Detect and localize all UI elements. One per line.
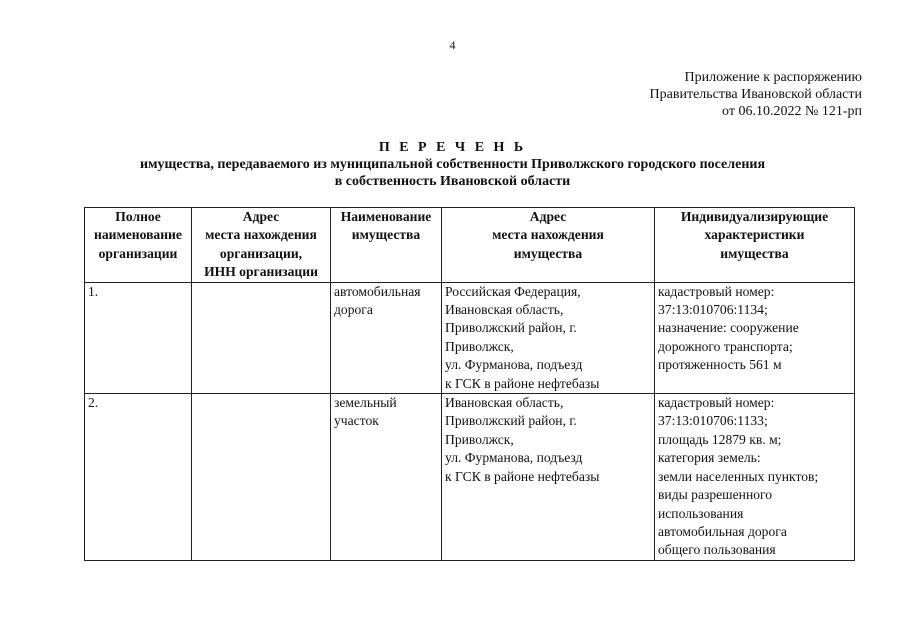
column-header-characteristics: Индивидуализирующие характеристики имущества: [655, 208, 855, 283]
table-row: [85, 394, 855, 561]
property-name-cell: земельный участок: [331, 394, 442, 561]
organization-address-cell: [192, 282, 331, 393]
document-title: [0, 139, 905, 190]
appendix-line: Правительства Ивановской области: [649, 87, 862, 102]
appendix-reference: [650, 69, 862, 120]
page-number: 4: [449, 38, 456, 52]
title-heading: П Е Р Е Ч Е Н Ь: [378, 140, 527, 155]
column-header-organization-address: Адрес места нахождения организации, ИНН организации: [192, 208, 331, 283]
property-address-cell: Ивановская область, Приволжский район, г. Приволжск, ул. Фурманова, подъезд к ГСК в районе нефтебазы: [442, 394, 655, 561]
appendix-line: от 06.10.2022 № 121-рп: [722, 104, 862, 119]
column-header-property-name: Наименование имущества: [331, 208, 442, 283]
characteristics-cell: кадастровый номер: 37:13:010706:1134; назначение: сооружение дорожного транспорта; протяженность 561 м: [655, 282, 855, 393]
property-address-cell: Российская Федерация, Ивановская область, Приволжский район, г. Приволжск, ул. Фурманова, подъезд к ГСК в районе нефтебазы: [442, 282, 655, 393]
column-header-organization-name: Полное наименование организации: [85, 208, 192, 283]
title-subtitle-line: имущества, передаваемого из муниципальной собственности Приволжского городского поселения: [139, 157, 766, 172]
property-name-cell: автомобильная дорога: [331, 282, 442, 393]
appendix-line: Приложение к распоряжению: [684, 70, 862, 85]
column-header-property-address: Адрес места нахождения имущества: [442, 208, 655, 283]
table-header-row: [85, 208, 855, 283]
title-subtitle-line: в собственность Ивановской области: [334, 174, 571, 189]
row-number: 2.: [85, 394, 192, 561]
property-table: [84, 207, 855, 561]
organization-address-cell: [192, 394, 331, 561]
table-row: [85, 282, 855, 393]
row-number: 1.: [85, 282, 192, 393]
characteristics-cell: кадастровый номер: 37:13:010706:1133; площадь 12879 кв. м; категория земель: земли населенных пунктов; виды разрешенного использования автомобильная дорога общего пользования: [655, 394, 855, 561]
